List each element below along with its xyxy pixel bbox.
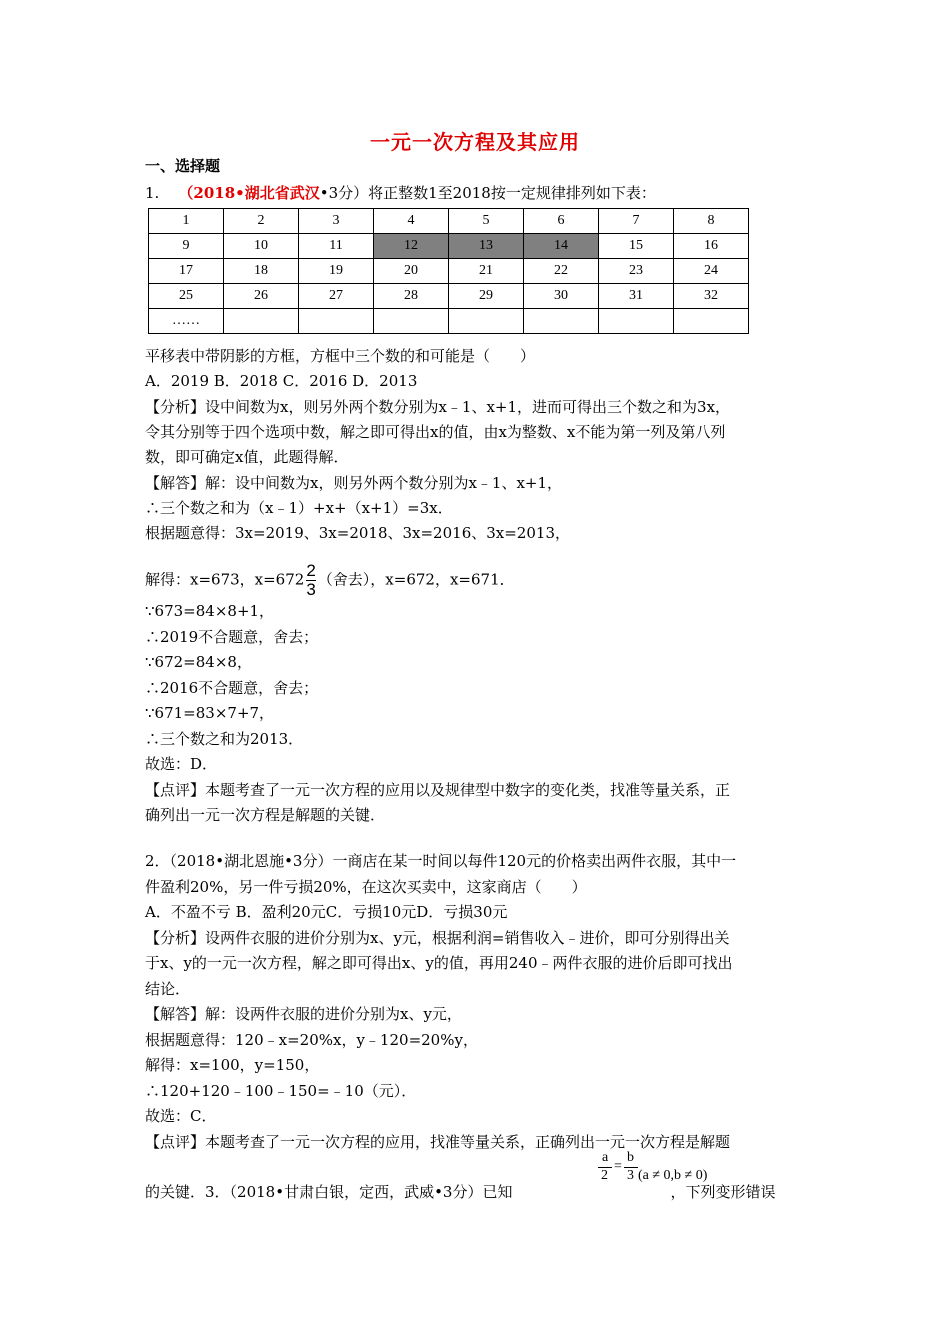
q1-text-line: 令其分别等于四个选项中数，解之即可得出x的值，由x为整数、x不能为第一列及第八列 [145,422,726,441]
table-cell: 21 [449,259,524,284]
q1-text-line: ∴三个数之和为2013． [145,729,304,748]
table-cell [674,309,749,334]
q1-text-line: ∵671=83×7+7， [145,704,275,722]
table-cell: 29 [449,284,524,309]
table-cell: 13 [449,234,524,259]
q2-text-line: 2．（2018•湖北恩施•3分）一商店在某一时间以每件120元的价格卖出两件衣服，其中一 [145,852,737,870]
table-cell: 5 [449,209,524,234]
q1-text-line: ∴2019不合题意，舍去； [145,627,319,646]
q2-text-line: 根据题意得：120﹣x=20%x，y﹣120=20%y， [145,1030,478,1049]
q1-solve-pre: 解得：x=673，x=672 [145,570,305,589]
page-title: 一元一次方程及其应用 [370,130,580,154]
table-cell: 12 [374,234,449,259]
q2-last-pre: 的关键．3．（2018•甘肃白银，定西，武威•3分）已知 [145,1183,513,1201]
q1-text-line: ∴2016不合题意，舍去； [145,678,319,697]
table-cell: …… [149,309,224,334]
q1-stem [145,183,656,203]
table-cell [449,309,524,334]
q2-text-line: 结论． [145,979,191,998]
number-table [148,208,749,334]
q2-text-line: 【点评】本题考查了一元一次方程的应用，找准等量关系，正确列出一元一次方程是解题 [145,1132,731,1151]
section-heading: 一、选择题 [145,157,221,175]
table-row [149,209,749,234]
table-cell [299,309,374,334]
q1-text-line: 【分析】设中间数为x，则另外两个数分别为x﹣1、x+1，进而可得出三个数之和为3x， [145,397,731,416]
q1-text-line: 故选：D． [145,755,218,773]
q2-text-line: 解得：x=100，y=150， [145,1056,320,1074]
fraction-two-thirds [306,562,315,599]
q2-text-line: 件盈利20%，另一件亏损20%，在这次买卖中，这家商店（ ） [145,877,587,896]
table-cell: 4 [374,209,449,234]
table-cell: 3 [299,209,374,234]
table-cell: 15 [599,234,674,259]
table-cell [524,309,599,334]
q1-text-line: A．2019 B．2018 C．2016 D．2013 [145,372,418,391]
eq-equals: = [614,1159,622,1174]
table-row [149,234,749,259]
q2-text-line: 【分析】设两件衣服的进价分别为x、y元，根据利润=销售收入﹣进价，即可分别得出关 [145,928,730,947]
table-row [149,284,749,309]
table-cell: 30 [524,284,599,309]
q1-text-line: 确列出一元一次方程是解题的关键． [145,806,386,824]
table-row [149,259,749,284]
q2-text-line: 于x、y的一元一次方程，解之即可得出x、y的值，再用240﹣两件衣服的进价后即可找出 [145,954,733,972]
q1-text-line: 【解答】解：设中间数为x，则另外两个数分别为x﹣1、x+1， [145,473,563,492]
fraction-denominator: 3 [306,580,316,599]
q1-source-place: •湖北省武汉 [235,184,320,202]
table-cell [599,309,674,334]
q2-last-line [145,1182,775,1202]
fraction-numerator: 2 [306,561,316,580]
eq-two: 2 [601,1168,608,1183]
q1-text-line: ∴三个数之和为（x﹣1）+x+（x+1）=3x． [145,498,453,517]
q1-number: 1. [145,184,160,202]
table-cell [224,309,299,334]
q1-solve-line [145,562,515,599]
table-cell: 24 [674,259,749,284]
q1-text-line: ∵673=84×8+1， [145,602,275,620]
table-cell: 11 [299,234,374,259]
q1-text-line: 【点评】本题考查了一元一次方程的应用以及规律型中数字的变化类，找准等量关系，正 [145,780,731,799]
table-cell: 20 [374,259,449,284]
eq-three: 3 [627,1168,634,1183]
table-cell: 28 [374,284,449,309]
table-cell: 16 [674,234,749,259]
q1-solve-post: （舍去），x=672，x=671． [317,570,515,589]
q2-text-line: 【解答】解：设两件衣服的进价分别为x、y元， [145,1005,462,1023]
table-cell: 19 [299,259,374,284]
table-cell [374,309,449,334]
table-cell: 1 [149,209,224,234]
table-cell: 9 [149,234,224,259]
table-row [149,309,749,334]
table-cell: 27 [299,284,374,309]
q1-source-rest: •3分）将正整数1至2018按一定规律排列如下表： [319,184,656,202]
table-cell: 23 [599,259,674,284]
q2-last-post: ，下列变形错误 [670,1183,776,1201]
table-cell: 6 [524,209,599,234]
q1-source-year: （2018 [178,184,236,202]
q1-text-line: 根据题意得：3x=2019、3x=2018、3x=2016、3x=2013， [145,524,570,543]
table-cell: 26 [224,284,299,309]
table-cell: 31 [599,284,674,309]
q1-text-line: 数，即可确定x值，此题得解． [145,448,349,467]
table-cell: 14 [524,234,599,259]
eq-b: b [627,1150,634,1165]
q1-text-line: 平移表中带阴影的方框，方框中三个数的和可能是（ ） [145,347,536,365]
table-cell: 2 [224,209,299,234]
table-cell: 18 [224,259,299,284]
table-cell: 10 [224,234,299,259]
table-cell: 32 [674,284,749,309]
eq-a: a [602,1150,609,1165]
q2-text-line: A．不盈不亏 B．盈利20元C．亏损10元D．亏损30元 [145,903,508,921]
table-cell: 25 [149,284,224,309]
q2-text-line: ∴120+120﹣100﹣150=﹣10（元）． [145,1081,417,1100]
table-cell: 22 [524,259,599,284]
q1-text-line: ∵672=84×8， [145,653,252,671]
q2-text-line: 故选：C． [145,1107,217,1125]
table-cell: 7 [599,209,674,234]
table-cell: 8 [674,209,749,234]
eq-condition: (a ≠ 0,b ≠ 0) [638,1168,708,1183]
table-cell: 17 [149,259,224,284]
